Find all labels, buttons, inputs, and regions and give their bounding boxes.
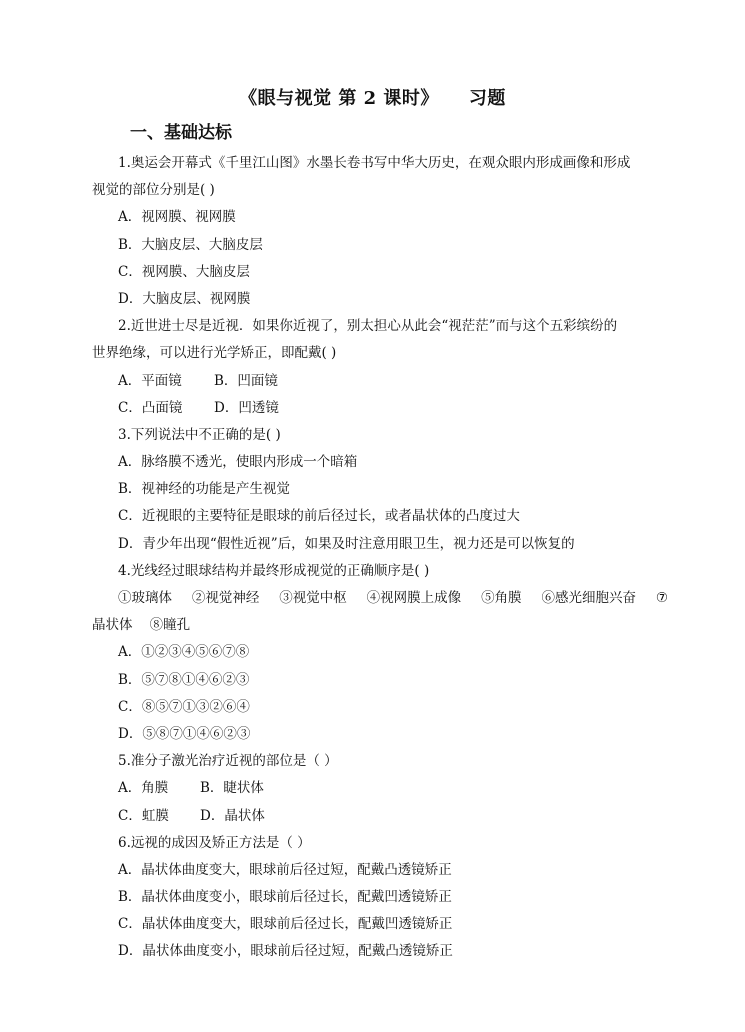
q3-option-d: D．青少年出现“假性近视”后，如果及时注意用眼卫生，视力还是可以恢复的 [118,535,575,552]
q4-item: ④视网膜上成像 [366,590,462,606]
q5-option-b: B．睫状体 [200,780,264,797]
q5-stem: 5.准分子激光治疗近视的部位是（ ） [118,753,338,770]
q4-items-line1 [92,585,668,612]
q2-option-b: B．凹面镜 [214,372,278,389]
q4-item: ①玻璃体 [118,590,172,606]
q3-option-b: B．视神经的功能是产生视觉 [118,481,290,498]
q1-option-c: C．视网膜、大脑皮层 [118,263,250,280]
q6-option-d: D．晶状体曲度变小，眼球前后径过短，配戴凸透镜矫正 [118,943,453,960]
q5-option-a: A．角膜 [118,780,169,797]
q4-stem: 4.光线经过眼球结构并最终形成视觉的正确顺序是( ) [118,562,430,579]
q4-option-b: B．⑤⑦⑧①④⑥②③ [118,671,250,688]
section-heading: 一、基础达标 [130,123,232,143]
q3-option-c: C．近视眼的主要特征是眼球的前后径过长，或者晶状体的凸度过大 [118,508,520,525]
q4-option-a: A．①②③④⑤⑥⑦⑧ [118,644,250,661]
q2-option-a: A．平面镜 [118,372,182,389]
q1-stem-line1: 1.奥运会开幕式《千里江山图》水墨长卷书写中华大历史，在观众眼内形成画像和形成 [118,155,631,171]
q5-options-ab [92,775,668,802]
q4-items-line2: 晶状体 ⑧瞳孔 [92,617,191,634]
q2-options-cd [92,395,668,422]
title-main: 《眼与视觉 第 2 课时》 [239,88,439,109]
q6-option-c: C．晶状体曲度变大，眼球前后径过长，配戴凹透镜矫正 [118,916,453,933]
q6-stem: 6.远视的成因及矫正方法是（ ） [118,834,311,851]
q2-option-c: C．凸面镜 [118,399,183,416]
q1-option-b: B．大脑皮层、大脑皮层 [118,236,263,253]
q4-item: ③视觉中枢 [279,590,347,606]
q4-option-c: C．⑧⑤⑦①③②⑥④ [118,698,250,715]
q6-option-b: B．晶状体曲度变小，眼球前后径过长，配戴凹透镜矫正 [118,889,452,906]
q3-stem: 3.下列说法中不正确的是( ) [118,426,281,443]
question-list [92,150,668,966]
title-suffix: 习题 [468,88,506,109]
q2-stem-line2: 世界绝缘，可以进行光学矫正，即配戴( ) [92,345,337,362]
q5-option-c: C．虹膜 [118,807,169,824]
q4-item: ⑦ [655,590,668,606]
q5-option-d: D．晶状体 [200,807,265,824]
q1-option-d: D．大脑皮层、视网膜 [118,290,251,307]
q1-stem-line2: 视觉的部位分别是( ) [92,182,215,199]
q6-option-a: A．晶状体曲度变大，眼球前后径过短，配戴凸透镜矫正 [118,861,452,878]
q4-option-d: D．⑤⑧⑦①④⑥②③ [118,725,251,742]
page-title [0,84,745,110]
q4-item: ②视觉神经 [191,590,260,606]
q2-stem-line1: 2.近世进士尽是近视．如果你近视了，别太担心从此会“视茫茫”而与这个五彩缤纷的 [118,318,618,335]
q2-option-d: D．凹透镜 [214,399,279,416]
q1-option-a: A．视网膜、视网膜 [118,209,236,226]
q2-options-ab [92,368,668,395]
q3-option-a: A．脉络膜不透光，使眼内形成一个暗箱 [118,454,358,471]
q5-options-cd [92,803,668,830]
q4-item: ⑤角膜 [481,590,522,606]
q4-item: ⑥感光细胞兴奋 [541,590,636,606]
